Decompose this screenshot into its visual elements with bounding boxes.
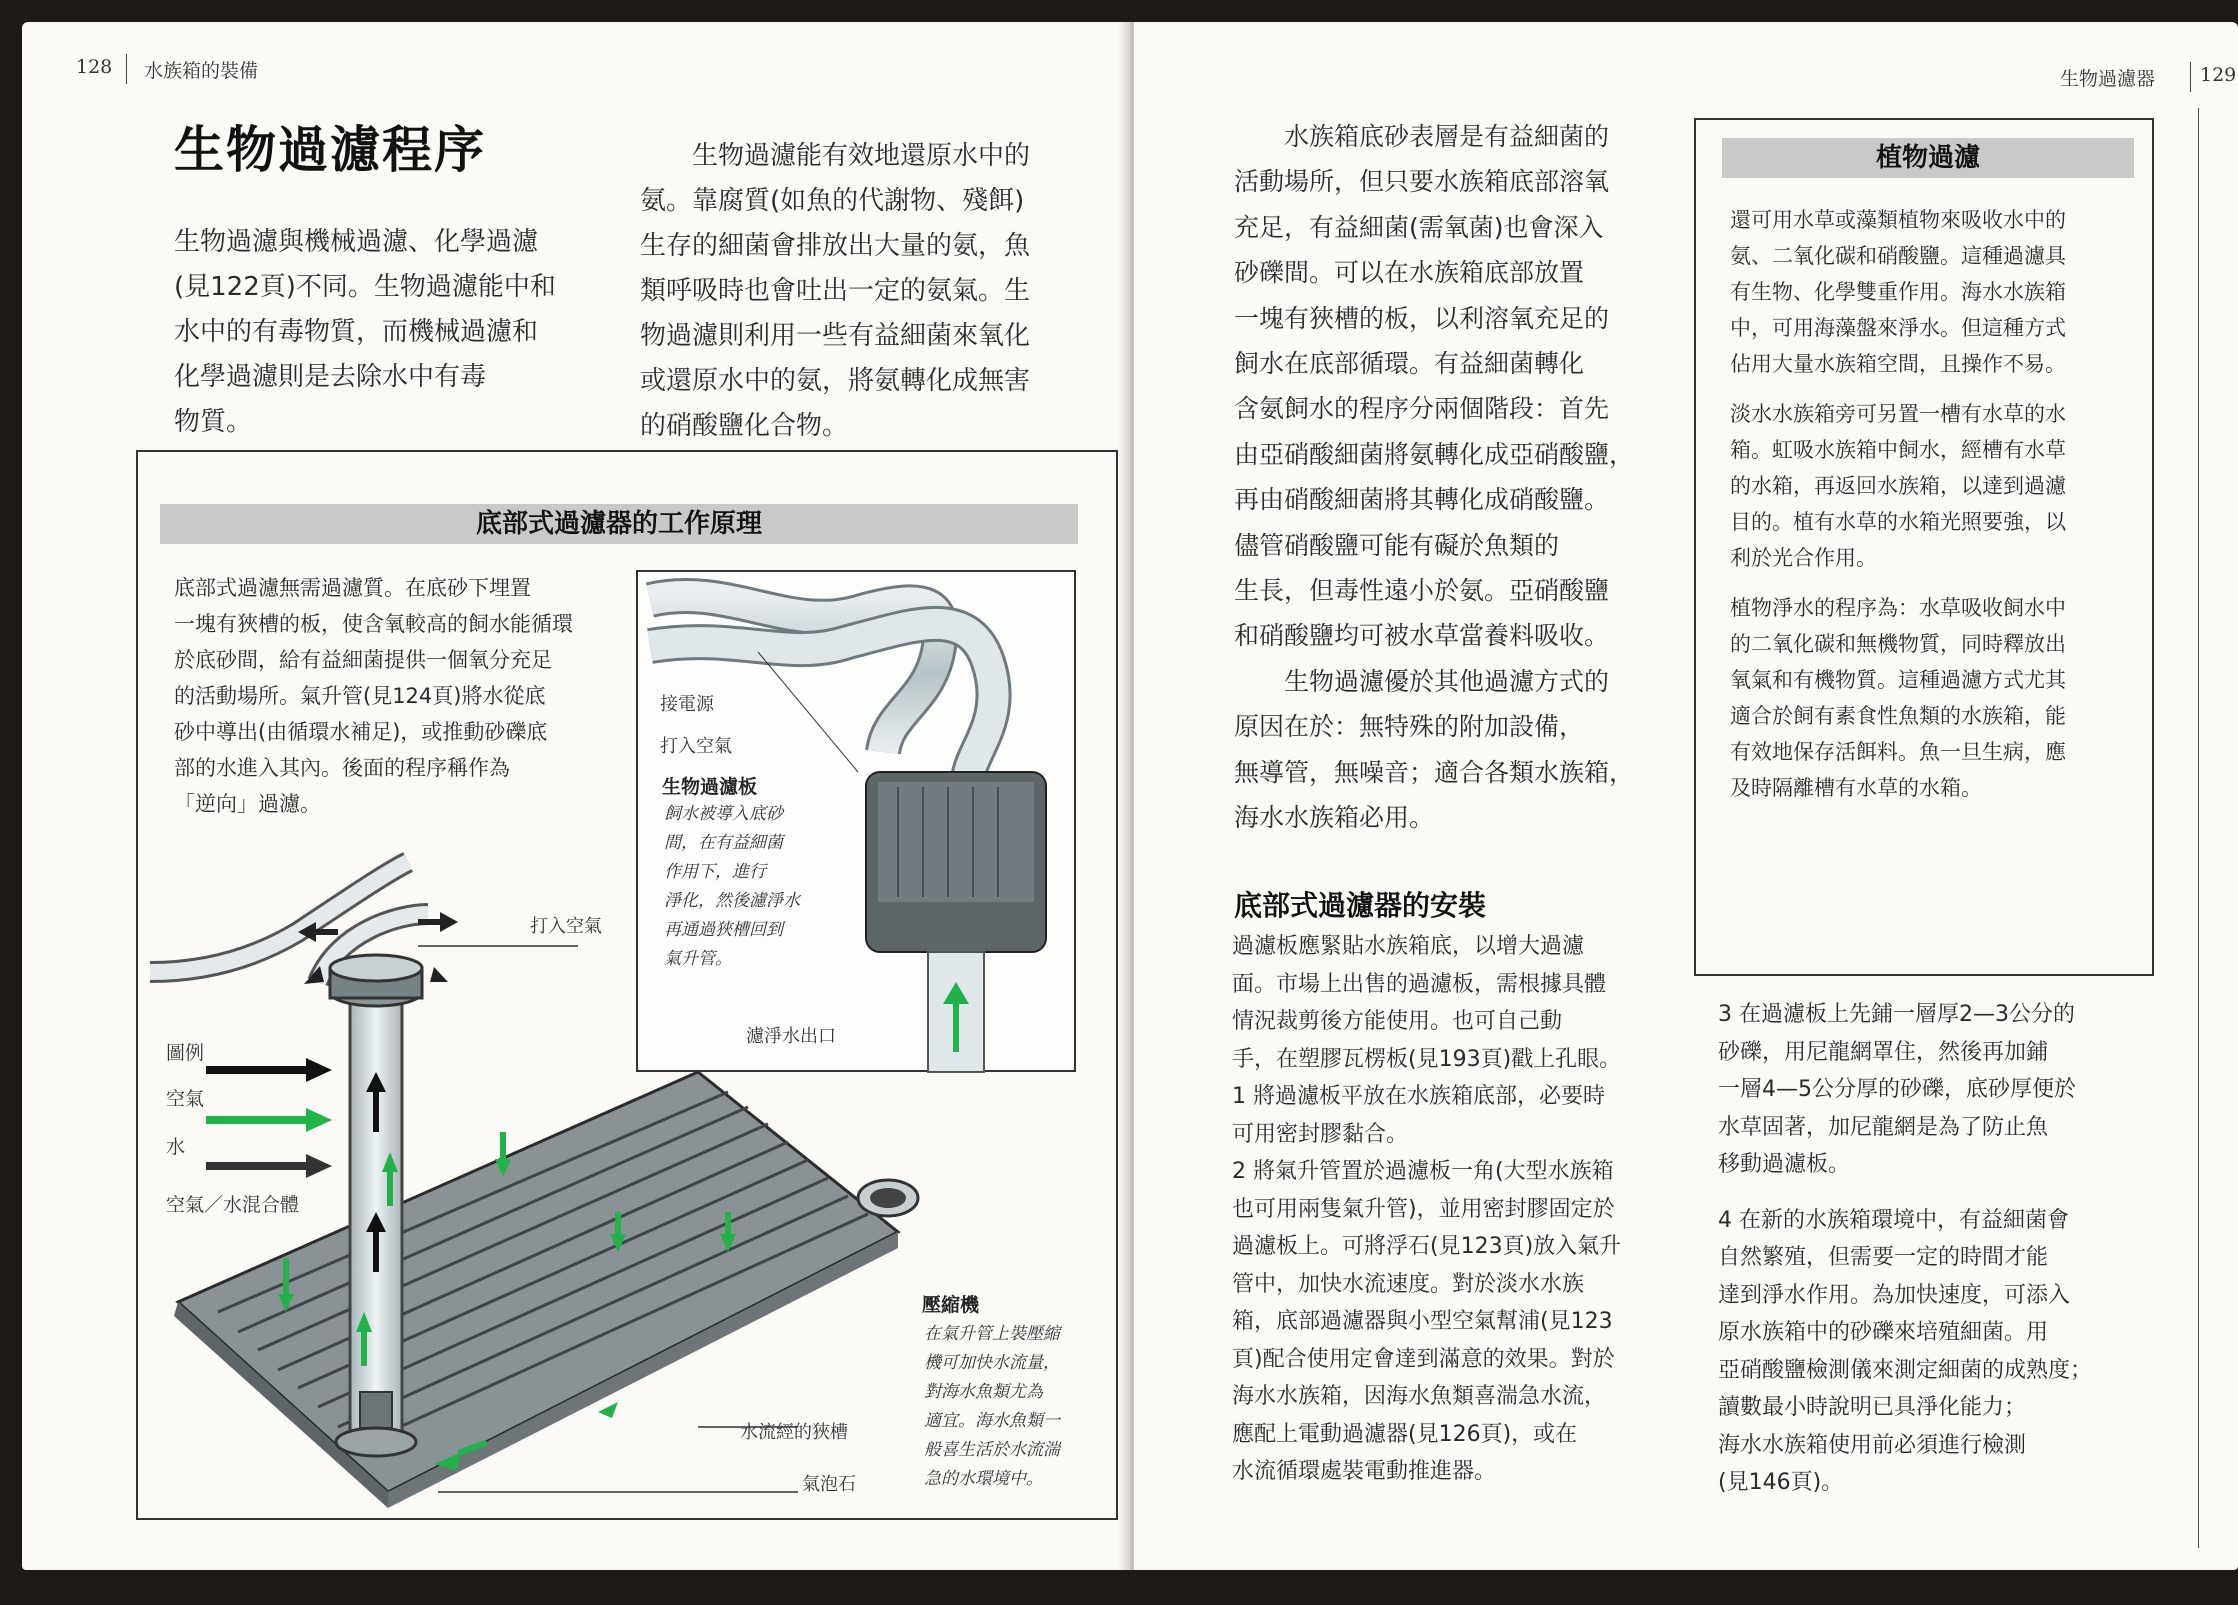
text-line: 氣升管。 xyxy=(664,949,732,969)
text-line: 底部式過濾無需過濾質。在底砂下埋置 xyxy=(174,576,531,600)
text-line: 箱，底部過濾器與小型空氣幫浦(見123 xyxy=(1232,1309,1613,1334)
text-line: 飼水被導入底砂 xyxy=(664,804,783,824)
text-line: 生物過濾優於其他過濾方式的 xyxy=(1284,666,1610,696)
plant-filtration-box xyxy=(1694,118,2154,976)
text-line: 再由硝酸細菌將其轉化成硝酸鹽。 xyxy=(1234,485,1610,515)
text-line: 的二氧化碳和無機物質，同時釋放出 xyxy=(1730,632,2066,656)
text-line: 和硝酸鹽均可被水草當養料吸收。 xyxy=(1234,621,1610,651)
compressor-title: 壓縮機 xyxy=(922,1294,980,1316)
text-line: (見122頁)不同。生物過濾能中和 xyxy=(174,272,556,302)
text-line: 有生物、化學雙重作用。海水水族箱 xyxy=(1730,280,2066,304)
text-line: 對海水魚類尤為 xyxy=(924,1382,1043,1402)
text-line: 可用密封膠黏合。 xyxy=(1232,1121,1409,1147)
text-line: 過濾板應緊貼水族箱底，以增大過濾 xyxy=(1232,934,1585,959)
text-line: 生物過濾與機械過濾、化學過濾 xyxy=(174,227,539,257)
text-line: 還可用水草或藻類植物來吸收水中的 xyxy=(1730,208,2066,232)
steps-3-4-text xyxy=(1718,996,2178,1502)
text-line: 物質。 xyxy=(174,407,253,437)
text-line: 海水水族箱使用前必須進行檢測 xyxy=(1718,1432,2027,1458)
text-line: 2 將氣升管置於過濾板一角(大型水族箱 xyxy=(1232,1159,1614,1184)
text-line: 移動過濾板。 xyxy=(1718,1152,1851,1177)
left-page-number: 128 xyxy=(76,56,113,78)
text-line: 一塊有狹槽的板，使含氧較高的飼水能循環 xyxy=(174,612,573,636)
text-line: 機可加快水流量， xyxy=(924,1353,1060,1373)
text-line: 也可用兩隻氣升管)，並用密封膠固定於 xyxy=(1232,1196,1615,1222)
left-running-head: 水族箱的裝備 xyxy=(144,60,259,82)
text-line: 手，在塑膠瓦楞板(見193頁)戳上孔眼。 xyxy=(1232,1046,1622,1072)
text-line: 植物淨水的程序為：水草吸收飼水中 xyxy=(1730,596,2066,620)
text-line: 間，在有益細菌 xyxy=(664,833,783,853)
plant-box-text xyxy=(1730,202,2130,806)
legend-arrows xyxy=(206,1056,336,1216)
text-line: 亞硝酸鹽檢測儀來測定細菌的成熟度； xyxy=(1718,1357,2093,1383)
legend-water-arrow xyxy=(206,1108,332,1132)
text-line: 氧氣和有機物質。這種過濾方式尤其 xyxy=(1730,668,2066,692)
legend-air: 空氣 xyxy=(166,1088,205,1110)
text-line: 目的。植有水草的水箱光照要強，以 xyxy=(1730,510,2066,534)
legend-mixed-arrow xyxy=(206,1154,332,1178)
text-line: 氨、二氧化碳和硝酸鹽。這種過濾具 xyxy=(1730,244,2066,268)
text-line: 達到淨水作用。為加快速度，可添入 xyxy=(1718,1282,2071,1308)
main-air-in-label: 打入空氣 xyxy=(530,916,602,937)
text-line: 及時隔離槽有水草的水箱。 xyxy=(1730,776,1982,800)
text-line: 水族箱底砂表層是有益細菌的 xyxy=(1284,122,1610,151)
text-line: 佔用大量水族箱空間，且操作不易。 xyxy=(1730,352,2066,376)
power-label: 接電源 xyxy=(660,694,714,715)
legend-water: 水 xyxy=(166,1136,186,1158)
text-line: (見146頁)。 xyxy=(1718,1470,1844,1495)
text-line: 有效地保存活餌料。魚一旦生病，應 xyxy=(1730,740,2066,764)
text-line: 中，可用海藻盤來淨水。但這種方式 xyxy=(1730,316,2066,340)
header-divider xyxy=(2190,62,2191,92)
text-line: 含氨飼水的程序分兩個階段：首先 xyxy=(1234,394,1610,424)
text-line: 部的水進入其內。後面的程序稱作為 xyxy=(174,756,510,780)
text-line: 在氣升管上裝壓縮 xyxy=(924,1324,1060,1344)
outlet-label: 濾淨水出口 xyxy=(746,1026,836,1047)
text-line: 淡水水族箱旁可另置一槽有水草的水 xyxy=(1730,402,2066,426)
text-line: 「逆向」過濾。 xyxy=(174,792,321,816)
right-margin-rule xyxy=(2198,108,2199,1548)
text-line: 箱。虹吸水族箱中飼水，經槽有水草 xyxy=(1730,438,2066,462)
text-line: 的水箱，再返回水族箱，以達到過濾 xyxy=(1730,474,2066,498)
text-line: 作用下，進行 xyxy=(664,862,766,882)
text-line: 生長，但毒性遠小於氨。亞硝酸鹽 xyxy=(1234,576,1610,606)
text-line: 1 將過濾板平放在水族箱底部，必要時 xyxy=(1232,1084,1605,1109)
text-line: 類呼吸時也會吐出一定的氨氣。生 xyxy=(640,276,1031,306)
text-line: 充足，有益細菌(需氧菌)也會深入 xyxy=(1234,212,1604,242)
text-line: 面。市場上出售的過濾板，需根據具體 xyxy=(1232,971,1607,997)
text-line: 再通過狹槽回到 xyxy=(664,920,783,940)
legend-air-arrow xyxy=(206,1058,332,1082)
text-line: 無導管，無噪音；適合各類水族箱， xyxy=(1234,757,1635,787)
text-line: 頁)配合使用定會達到滿意的效果。對於 xyxy=(1232,1346,1615,1372)
text-line: 的硝酸鹽化合物。 xyxy=(640,411,849,441)
legend-title: 圖例 xyxy=(166,1042,205,1064)
text-line: 自然繁殖，但需要一定的時間才能 xyxy=(1718,1245,2049,1270)
text-line: 利於光合作用。 xyxy=(1730,546,1877,570)
text-line: 砂礫間。可以在水族箱底部放置 xyxy=(1234,258,1585,288)
text-line: 砂中導出(由循環水補足)，或推動砂礫底 xyxy=(174,720,548,744)
box-heading: 底部式過濾器的工作原理 xyxy=(160,504,1078,544)
install-heading: 底部式過濾器的安裝 xyxy=(1234,889,1487,922)
air-in-label: 打入空氣 xyxy=(660,736,732,757)
legend-mixed: 空氣／水混合體 xyxy=(166,1194,300,1216)
text-line: 淨化，然後濾淨水 xyxy=(664,891,800,911)
filter-principle-box xyxy=(136,450,1118,1520)
text-line: 的活動場所。氣升管(見124頁)將水從底 xyxy=(174,684,546,708)
text-line: 儘管硝酸鹽可能有礙於魚類的 xyxy=(1234,530,1560,560)
text-line: 化學過濾則是去除水中有毒 xyxy=(174,362,487,392)
compressor-description xyxy=(924,1320,1104,1494)
text-line: 或還原水中的氨，將氨轉化成無害 xyxy=(640,366,1031,396)
text-line: 3 在過濾板上先鋪一層厚2—3公分的 xyxy=(1718,1002,2075,1027)
text-line: 4 在新的水族箱環境中，有益細菌會 xyxy=(1718,1207,2069,1233)
text-line: 海水水族箱，因海水魚類喜湍急水流， xyxy=(1232,1384,1607,1409)
text-line: 適宜。海水魚類一 xyxy=(924,1411,1060,1431)
text-line: 飼水在底部循環。有益細菌轉化 xyxy=(1234,349,1585,379)
text-line: 應配上電動過濾器(見126頁)，或在 xyxy=(1232,1421,1578,1447)
text-line: 過濾板上。可將浮石(見123頁)放入氣升 xyxy=(1232,1234,1622,1259)
main-column-text xyxy=(1234,114,1704,841)
plate-title: 生物過濾板 xyxy=(662,776,758,798)
text-line: 水草固著，加尼龍網是為了防止魚 xyxy=(1718,1114,2049,1140)
text-line: 原因在於：無特殊的附加設備， xyxy=(1234,712,1585,742)
text-line: 砂礫，用尼龍網罩住，然後再加鋪 xyxy=(1718,1039,2049,1065)
text-line: 由亞硝酸細菌將氨轉化成亞硝酸鹽， xyxy=(1234,439,1635,469)
text-line: 生物過濾能有效地還原水中的 xyxy=(692,141,1031,171)
text-line: 活動場所，但只要水族箱底部溶氧 xyxy=(1234,167,1610,197)
text-line: 原水族箱中的砂礫來培殖細菌。用 xyxy=(1718,1320,2049,1345)
text-line: 般喜生活於水流湍 xyxy=(924,1440,1060,1460)
install-text xyxy=(1232,928,1702,1491)
text-line: 海水水族箱必用。 xyxy=(1234,803,1435,833)
text-line: 讀數最小時說明已具淨化能力； xyxy=(1718,1395,2027,1420)
text-line: 水流循環處裝電動推進器。 xyxy=(1232,1459,1497,1484)
intro-column-2 xyxy=(640,134,1080,449)
right-page-number: 129 xyxy=(2200,64,2237,86)
text-line: 急的水環境中。 xyxy=(924,1469,1043,1489)
text-line: 一塊有狹槽的板，以利溶氧充足的 xyxy=(1234,303,1610,333)
right-running-head: 生物過濾器 xyxy=(2060,68,2156,90)
right-page xyxy=(1134,22,2238,1570)
text-line: 物過濾則利用一些有益細菌來氧化 xyxy=(640,321,1031,351)
slots-label: 水流經的狹槽 xyxy=(740,1422,848,1443)
header-divider xyxy=(126,54,127,84)
intro-column-1 xyxy=(174,220,594,445)
text-line: 於底砂間，給有益細菌提供一個氧分充足 xyxy=(174,648,552,672)
text-line: 情況裁剪後方能使用。也可自己動 xyxy=(1232,1009,1563,1034)
text-line: 氨。靠腐質(如魚的代謝物、殘餌) xyxy=(640,186,1025,216)
text-line: 適合於飼有素食性魚類的水族箱，能 xyxy=(1730,704,2066,728)
left-page xyxy=(22,22,1130,1570)
text-line: 水中的有毒物質，而機械過濾和 xyxy=(174,317,539,347)
plant-box-heading: 植物過濾 xyxy=(1722,138,2134,178)
text-line: 生存的細菌會排放出大量的氨，魚 xyxy=(640,231,1031,261)
text-line: 一層4—5公分厚的砂礫，底砂厚便於 xyxy=(1718,1077,2076,1102)
text-line: 管中，加快水流速度。對於淡水水族 xyxy=(1232,1271,1585,1297)
airstone-label: 氣泡石 xyxy=(802,1474,856,1495)
page-title: 生物過濾程序 xyxy=(174,121,486,179)
